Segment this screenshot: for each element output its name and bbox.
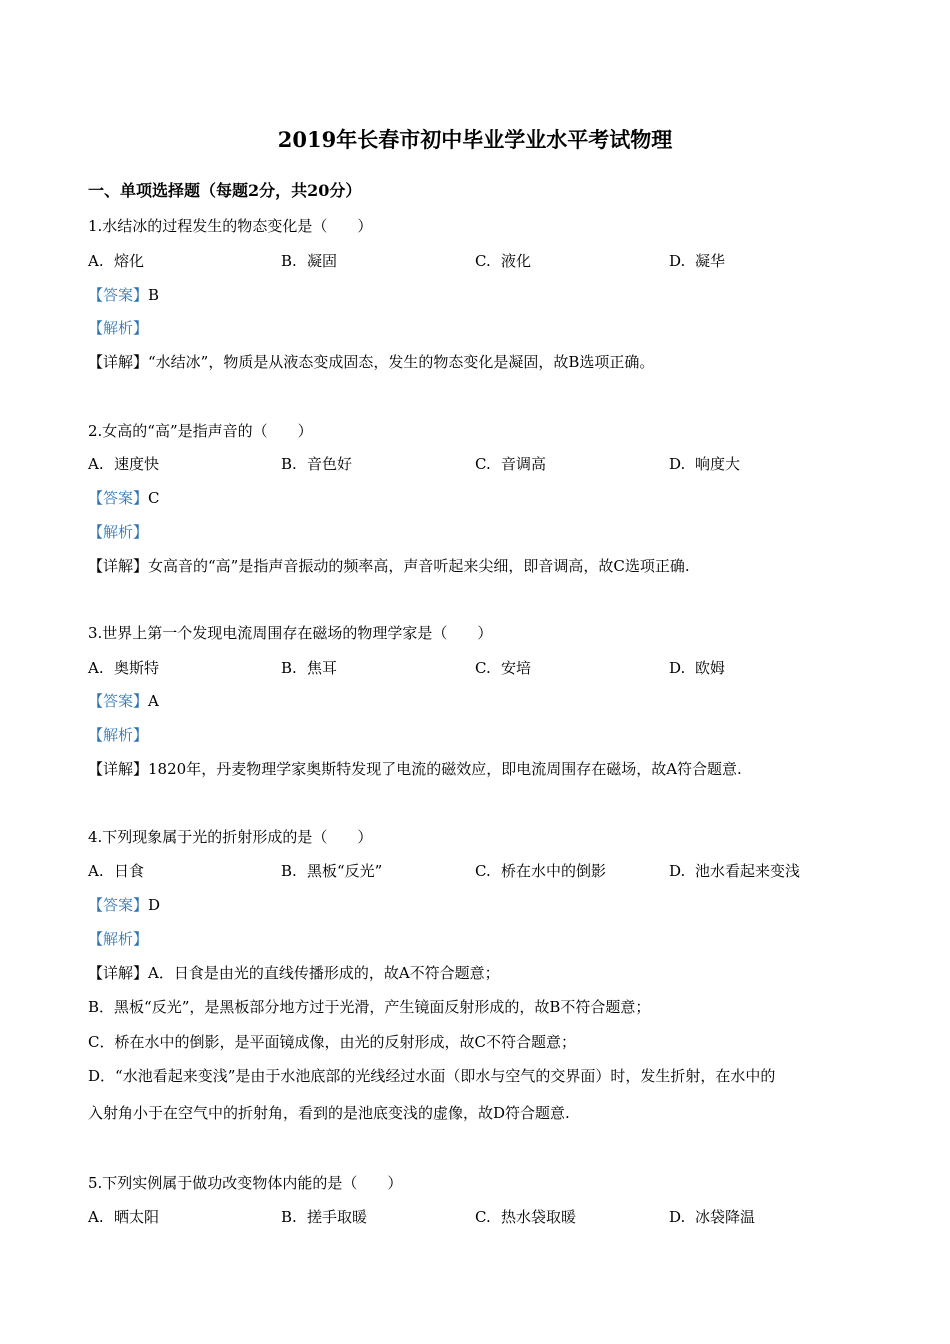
analysis-label: 【解析】 [88,523,149,541]
option-text: 焦耳 [307,659,338,677]
question-stem-3: 3.世界上第一个发现电流周围存在磁场的物理学家是（ ） [88,624,493,642]
option-text: 搓手取暖 [307,1208,368,1226]
option-letter: A. [88,1208,104,1226]
q5-option-c [475,1205,576,1229]
analysis-label: 【解析】 [88,319,149,337]
detail-label: 【详解】 [88,964,149,982]
option-letter: C. [475,252,491,270]
detail-text: 1820年，丹麦物理学家奥斯特发现了电流的磁效应，即电流周围存在磁场，故A符合题意. [148,760,742,778]
option-text: 桥在水中的倒影 [501,862,607,880]
q5-option-a [88,1205,159,1229]
option-letter: D. [669,455,686,473]
question-stem-2: 2.女高的“高”是指声音的（ ） [88,422,313,440]
option-letter: B. [281,659,297,677]
option-text: 响度大 [695,455,741,473]
q4-detail-line-d-cont: 入射角小于在空气中的折射角，看到的是池底变浅的虚像，故D符合题意. [88,1104,570,1122]
q5-option-b [281,1205,367,1229]
q2-detail [88,554,690,578]
q4-option-c [475,859,606,883]
option-text: 冰袋降温 [695,1208,756,1226]
detail-label: 【详解】 [88,760,149,778]
option-text: 安培 [501,659,532,677]
option-text: 液化 [501,252,532,270]
option-letter: D. [669,862,686,880]
detail-text: 女高音的“高”是指声音振动的频率高，声音听起来尖细，即音调高，故C选项正确. [148,557,690,575]
option-letter: A. [88,862,104,880]
q4-detail [88,961,500,985]
option-text: 热水袋取暖 [501,1208,577,1226]
option-letter: C. [475,659,491,677]
q1-option-c [475,249,531,273]
q3-option-d [669,656,725,680]
option-letter: D. [669,1208,686,1226]
option-text: 黑板“反光” [307,862,383,880]
answer-value: B [148,286,160,304]
option-letter: C. [475,455,491,473]
q1-answer [88,283,159,307]
option-letter: D. [669,659,686,677]
option-text: 欧姆 [695,659,726,677]
q3-option-b [281,656,337,680]
option-text: 音色好 [307,455,353,473]
analysis-label: 【解析】 [88,726,149,744]
option-letter: C. [475,1208,491,1226]
option-text: 奥斯特 [114,659,160,677]
q4-detail-line-b: B．黑板“反光”，是黑板部分地方过于光滑，产生镜面反射形成的，故B不符合题意； [88,998,651,1016]
section-heading: 一、单项选择题（每题2分，共20分） [88,181,362,200]
q1-analysis [88,316,148,340]
q3-detail [88,757,742,781]
option-letter: A. [88,659,104,677]
q4-detail-line-d: D．“水池看起来变浅”是由于水池底部的光线经过水面（即水与空气的交界面）时，发生折射，在水中的 [88,1067,776,1085]
detail-text: A．日食是由光的直线传播形成的，故A不符合题意； [148,964,500,982]
q4-option-d [669,859,800,883]
answer-label: 【答案】 [88,692,149,710]
answer-label: 【答案】 [88,286,149,304]
q4-answer [88,893,160,917]
q1-detail [88,350,654,374]
option-text: 日食 [114,862,145,880]
option-letter: B. [281,1208,297,1226]
q2-option-c [475,452,546,476]
answer-label: 【答案】 [88,896,149,914]
q3-option-c [475,656,531,680]
option-letter: B. [281,455,297,473]
q1-option-a [88,249,144,273]
q1-option-b [281,249,337,273]
q2-answer [88,486,160,510]
q5-option-d [669,1205,755,1229]
answer-value: A [148,692,159,710]
q4-option-b [281,859,382,883]
option-letter: B. [281,862,297,880]
q4-option-a [88,859,144,883]
option-text: 晒太阳 [114,1208,160,1226]
q3-answer [88,689,159,713]
q3-option-a [88,656,159,680]
option-letter: B. [281,252,297,270]
q4-detail-line-c: C．桥在水中的倒影，是平面镜成像，由光的反射形成，故C不符合题意； [88,1033,576,1051]
q2-option-a [88,452,159,476]
detail-label: 【详解】 [88,557,149,575]
option-letter: C. [475,862,491,880]
answer-label: 【答案】 [88,489,149,507]
option-text: 凝固 [307,252,338,270]
analysis-label: 【解析】 [88,930,149,948]
option-letter: A. [88,455,104,473]
option-text: 速度快 [114,455,160,473]
q3-analysis [88,723,148,747]
option-text: 凝华 [695,252,726,270]
q2-option-b [281,452,352,476]
q4-analysis [88,927,148,951]
q2-option-d [669,452,740,476]
question-stem-5: 5.下列实例属于做功改变物体内能的是（ ） [88,1174,403,1192]
question-stem-1: 1.水结冰的过程发生的物态变化是（ ） [88,217,373,235]
question-stem-4: 4.下列现象属于光的折射形成的是（ ） [88,828,373,846]
option-text: 熔化 [114,252,145,270]
q2-analysis [88,520,148,544]
detail-text: “水结冰”，物质是从液态变成固态，发生的物态变化是凝固，故B选项正确。 [148,353,655,371]
q1-option-d [669,249,725,273]
option-letter: D. [669,252,686,270]
option-letter: A. [88,252,104,270]
answer-value: D [148,896,161,914]
answer-value: C [148,489,160,507]
option-text: 音调高 [501,455,547,473]
detail-label: 【详解】 [88,353,149,371]
page-title: 2019年长春市初中毕业学业水平考试物理 [277,127,673,152]
option-text: 池水看起来变浅 [695,862,801,880]
